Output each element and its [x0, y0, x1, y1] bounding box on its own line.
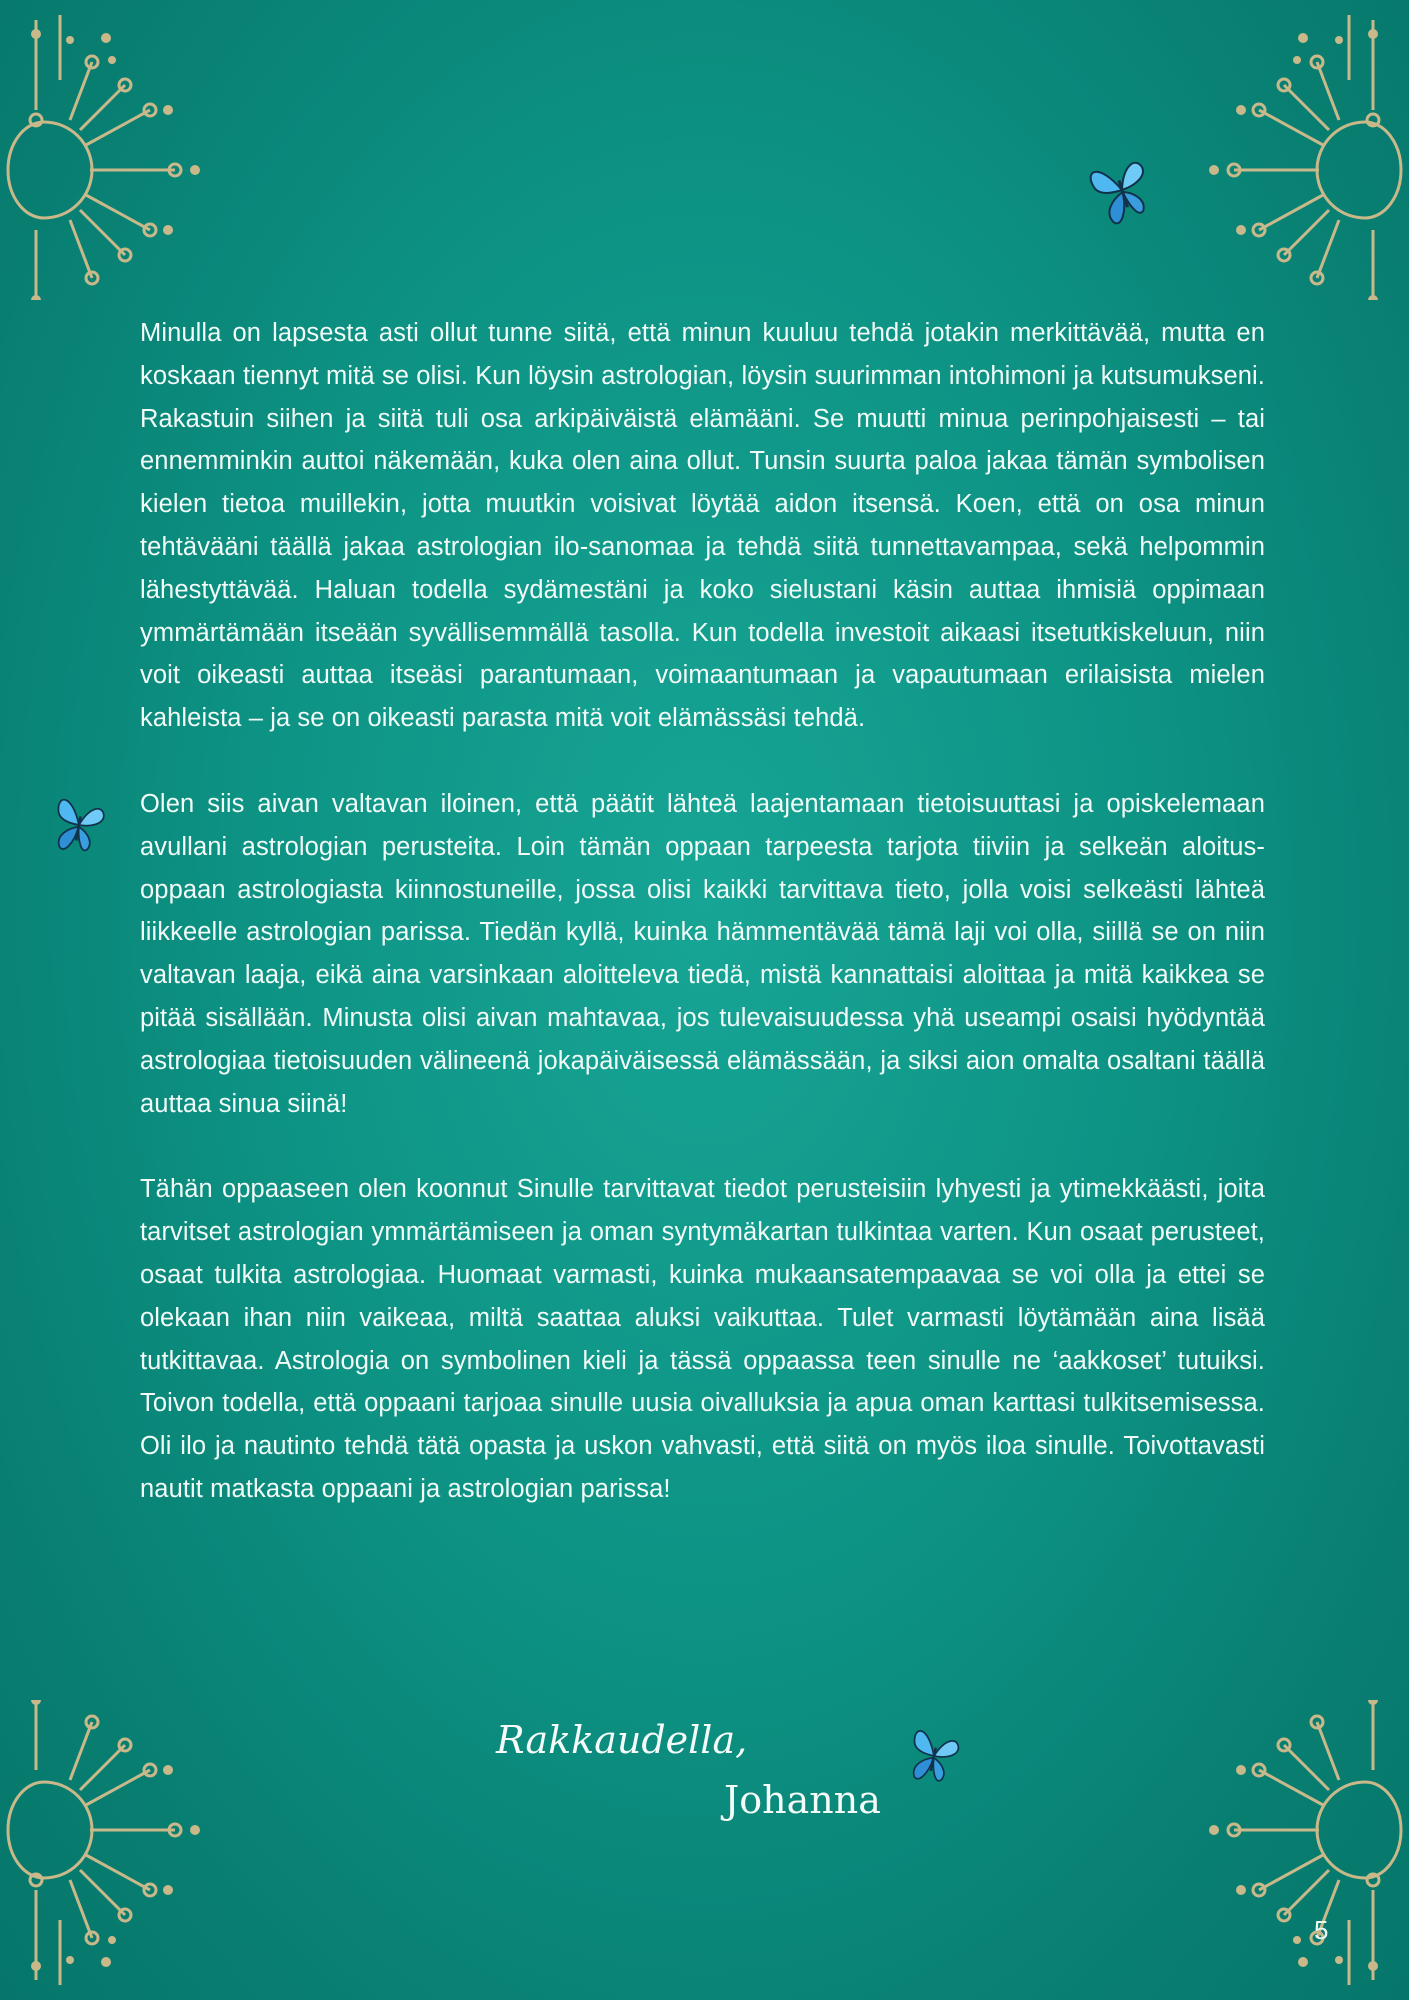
paragraph: Olen siis aivan valtavan iloinen, että päätit lähteä laajentamaan tietoisuuttasi ja opiskelemaan avullani astrologian perusteita. Loin tämän oppaan tarpeesta tarjota tiiviin ja selkeän aloitus-oppaan astrologiasta kiinnostuneille, jossa olisi kaikki tarvittava tieto, jolla voisi selkeästi lähteä liikkeelle astrologian parissa. Tiedän kyllä, kuinka hämmentävää tämä laji voi olla, siillä se on niin valtavan laaja, eikä aina varsinkaan aloitteleva tiedä, mistä kannattaisi aloittaa ja mitä kaikkea se pitää sisällään. Minusta olisi aivan mahtavaa, jos tulevaisuudessa yhä useampi osaisi hyödyntää astrologiaa tietoisuuden välineenä jokapäiväisessä elämässään, ja siksi aion omalta osaltani täällä auttaa sinua siinä! [140, 789, 1265, 1118]
sun-moon-ornament-top-right [1209, 0, 1409, 300]
butterfly-icon [1079, 142, 1165, 238]
sun-moon-ornament-top-left [0, 0, 200, 300]
sun-moon-ornament-bottom-left [0, 1700, 200, 2000]
butterfly-icon [40, 785, 117, 865]
paragraph: Tähän oppaaseen olen koonnut Sinulle tarvittavat tiedot perusteisiin lyhyesti ja ytimekkäästi, joita tarvitset astrologian ymmärtämiseen ja oman syntymäkartan tulkintaa varten. Kun osaat perusteet, osaat tulkita astrologiaa. Huomaat varmasti, kuinka mukaansatempaavaa se voi olla ja ettei se olekaan ihan niin vaikeaa, miltä saattaa aluksi vaikuttaa. Tulet varmasti löytämään aina lisää tutkittavaa. Astrologia on symbolinen kieli ja tässä oppaassa teen sinulle ne ‘aakkoset’ tutuiksi. Toivon todella, että oppaani tarjoaa sinulle uusia oivalluksia ja apua oman karttasi tulkitsemisessa. Oli ilo ja nautinto tehdä tätä opasta ja uskon vahvasti, että siitä on myös iloa sinulle. Toivottavasti nautit matkasta oppaani ja astrologian parissa! [140, 1175, 1265, 1503]
paragraph: Minulla on lapsesta asti ollut tunne siitä, että minun kuuluu tehdä jotakin merkittävää, mutta en koskaan tiennyt mitä se olisi. Kun löysin astrologian, löysin suurimman intohimoni ja kutsumukseni. Rakastuin siihen ja siitä tuli osa arkipäiväistä elämääni. Se muutti minua perinpohjaisesti – tai ennemminkin auttoi näkemään, kuka olen aina ollut. Tunsin suurta paloa jakaa tämän symbolisen kielen tietoa muillekin, jotta muutkin voisivat löytää aidon itsensä. Koen, että on osa minun tehtävääni täällä jakaa astrologian ilo-sanomaa ja tehdä siitä tunnettavampaa, sekä helpommin lähestyttävää. Haluan todella sydämestäni ja koko sielustani käsin auttaa ihmisiä oppimaan ymmärtämään itseään syvällisemmällä tasolla. Kun todella investoit aikaasi itsetutkiskeluun, niin voit oikeasti auttaa itseäsi parantumaan, voimaantumaan ja vapautumaan erilaisista mielen kahleista – ja se on oikeasti parasta mitä voit elämässäsi tehdä. [140, 319, 1265, 733]
page-number: 5 [1314, 1915, 1329, 1945]
signature: Johanna [724, 1778, 881, 1822]
signoff: Rakkaudella, [496, 1718, 748, 1762]
butterfly-icon [892, 1715, 977, 1796]
sun-moon-ornament-bottom-right [1209, 1700, 1409, 2000]
letter-body [140, 312, 1265, 1554]
